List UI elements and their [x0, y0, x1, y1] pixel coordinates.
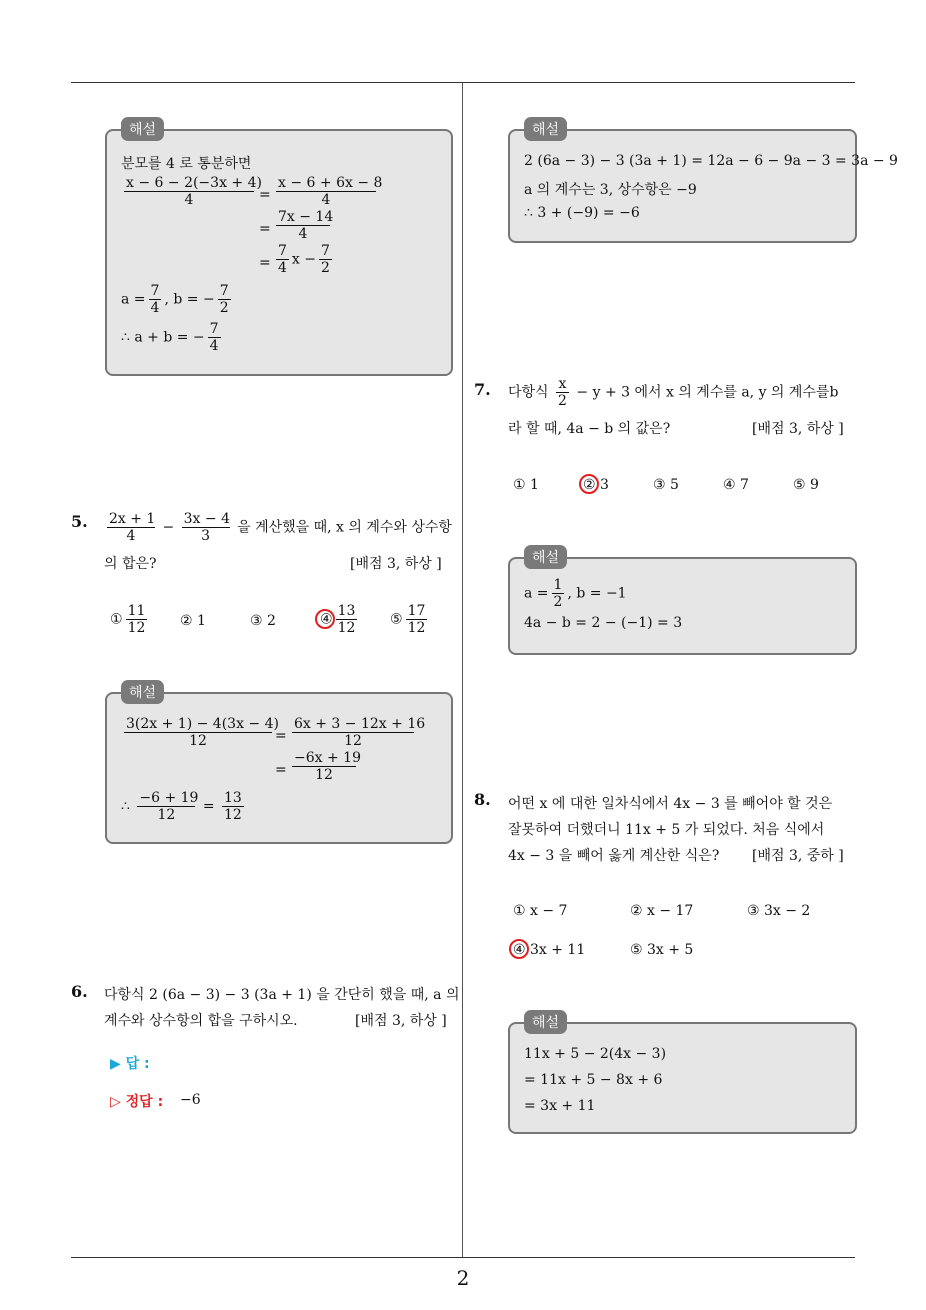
- solution-box-q5: [105, 685, 453, 844]
- q6-answer-label: ▶ 답 :: [110, 1056, 150, 1072]
- q7-score: [배점 3, 하상 ]: [752, 421, 844, 437]
- page-number: 2: [456, 1266, 470, 1290]
- q8-score: [배점 3, 중하 ]: [752, 848, 844, 864]
- column-divider: [462, 83, 463, 1257]
- sol7-line1: a = $\frac{1}{2}$ , b = −1: [524, 577, 627, 610]
- q6-score: [배점 3, 하상 ]: [355, 1013, 447, 1029]
- q5-answer-mark: [315, 609, 335, 629]
- sol4-line6: ∴ a + b = − $\frac{7}{4}$: [121, 321, 219, 354]
- q6-correct-value: −6: [180, 1092, 201, 1108]
- q5-option-1[interactable]: ① $\frac{11}{12}$: [110, 603, 146, 636]
- q7-option-3[interactable]: ③ 5: [653, 477, 679, 493]
- q5-line2: 의 합은?: [104, 556, 157, 572]
- sol4-eq1: $\frac{x - 6 - 2(-3x + 4)}{4}$: [126, 175, 262, 208]
- q5-option-2[interactable]: ② 1: [180, 613, 206, 629]
- solution-box-q8: [508, 1015, 857, 1134]
- q6-line1: 다항식 2 (6a − 3) − 3 (3a + 1) 을 간단히 했을 때, a 의: [104, 987, 460, 1003]
- sol8-line3: = 3x + 11: [524, 1098, 596, 1114]
- solution-tag: 해설: [524, 545, 567, 569]
- sol4-eq-sign2: =: [259, 221, 271, 237]
- q8-line2: 잘못하여 더했더니 11x + 5 가 되었다. 처음 식에서: [508, 822, 825, 838]
- q5-number: 5.: [71, 512, 88, 531]
- q8-option-5[interactable]: ⑤ 3x + 5: [630, 942, 694, 958]
- sol4-line1: 분모를 4 로 통분하면: [121, 156, 252, 172]
- header-rule: [71, 82, 855, 83]
- sol4-frac2: $\frac{x - 6 + 6x - 8}{4}$: [278, 175, 383, 208]
- sol8-line1: 11x + 5 − 2(4x − 3): [524, 1046, 667, 1062]
- solution-box-q6: [508, 122, 898, 243]
- q6-number: 6.: [71, 982, 88, 1001]
- q6-correct-label: ▷ 정답 :: [110, 1094, 164, 1110]
- sol8-line2: = 11x + 5 − 8x + 6: [524, 1072, 663, 1088]
- q8-option-4[interactable]: ④ 3x + 11: [513, 942, 586, 958]
- solution-box-q4: [105, 122, 453, 376]
- q8-line1: 어떤 x 에 대한 일차식에서 4x − 3 를 빼어야 할 것은: [508, 796, 833, 812]
- q7-option-2[interactable]: ② 3: [583, 477, 609, 493]
- solution-tag: 해설: [524, 117, 567, 141]
- sol4-frac3: $\frac{7x - 14}{4}$: [278, 209, 334, 242]
- solution-tag: 해설: [524, 1010, 567, 1034]
- sol6-line3: ∴ 3 + (−9) = −6: [524, 205, 640, 221]
- q8-answer-mark: [509, 939, 529, 959]
- q7-option-1[interactable]: ① 1: [513, 477, 539, 493]
- sol5-eq-sign1: =: [275, 728, 287, 744]
- sol5-frac1: $\frac{3(2x + 1) - 4(3x - 4)}{12}$: [126, 716, 279, 749]
- q7-number: 7.: [474, 380, 491, 399]
- sol6-line2: a 의 계수는 3, 상수항은 −9: [524, 182, 697, 198]
- q8-line3: 4x − 3 을 빼어 옳게 계산한 식은?: [508, 848, 720, 864]
- sol4-line5: a = $\frac{7}{4}$ , b = − $\frac{7}{2}$: [121, 283, 229, 316]
- footer-rule: [71, 1257, 855, 1258]
- sol6-line1: 2 (6a − 3) − 3 (3a + 1) = 12a − 6 − 9a − 3 = 3a − 9: [524, 153, 898, 169]
- q8-option-3[interactable]: ③ 3x − 2: [747, 903, 811, 919]
- q5-option-4[interactable]: ④ $\frac{13}{12}$: [320, 603, 356, 636]
- sol4-eq-sign1: =: [259, 187, 271, 203]
- q7-line2: 라 할 때, 4a − b 의 값은?: [508, 421, 671, 437]
- q5-option-5[interactable]: ⑤ $\frac{17}{12}$: [390, 603, 426, 636]
- q7-option-5[interactable]: ⑤ 9: [793, 477, 819, 493]
- solution-tag: 해설: [121, 117, 164, 141]
- q8-option-1[interactable]: ① x − 7: [513, 903, 568, 919]
- sol5-frac3: $\frac{-6x + 19}{12}$: [294, 750, 361, 783]
- q7-answer-mark: [579, 474, 599, 494]
- sol5-frac2: $\frac{6x + 3 - 12x + 16}{12}$: [294, 716, 426, 749]
- solution-box-q7: [508, 550, 857, 655]
- q5-line1: $\frac{2x + 1}{4}$ − $\frac{3x - 4}{3}$ 을 계산했을 때, x 의 계수와 상수항: [109, 511, 452, 544]
- q5-option-3[interactable]: ③ 2: [250, 613, 276, 629]
- sol4-frac4: $\frac{7}{4}$ x − $\frac{7}{2}$: [278, 243, 330, 276]
- q7-option-4[interactable]: ④ 7: [723, 477, 749, 493]
- sol7-line2: 4a − b = 2 − (−1) = 3: [524, 615, 683, 631]
- q8-option-2[interactable]: ② x − 17: [630, 903, 694, 919]
- q7-line1: 다항식 $\frac{x}{2}$ − y + 3 에서 x 의 계수를 a, y 의 계수를b: [508, 376, 839, 409]
- solution-tag: 해설: [121, 680, 164, 704]
- q6-line2: 계수와 상수항의 합을 구하시오.: [104, 1013, 298, 1029]
- sol5-line4: ∴ $\frac{-6 + 19}{12}$ = $\frac{13}{12}$: [121, 790, 242, 823]
- q5-score: [배점 3, 하상 ]: [350, 556, 442, 572]
- q8-number: 8.: [474, 790, 491, 809]
- sol4-eq-sign3: =: [259, 255, 271, 271]
- sol5-eq-sign2: =: [275, 762, 287, 778]
